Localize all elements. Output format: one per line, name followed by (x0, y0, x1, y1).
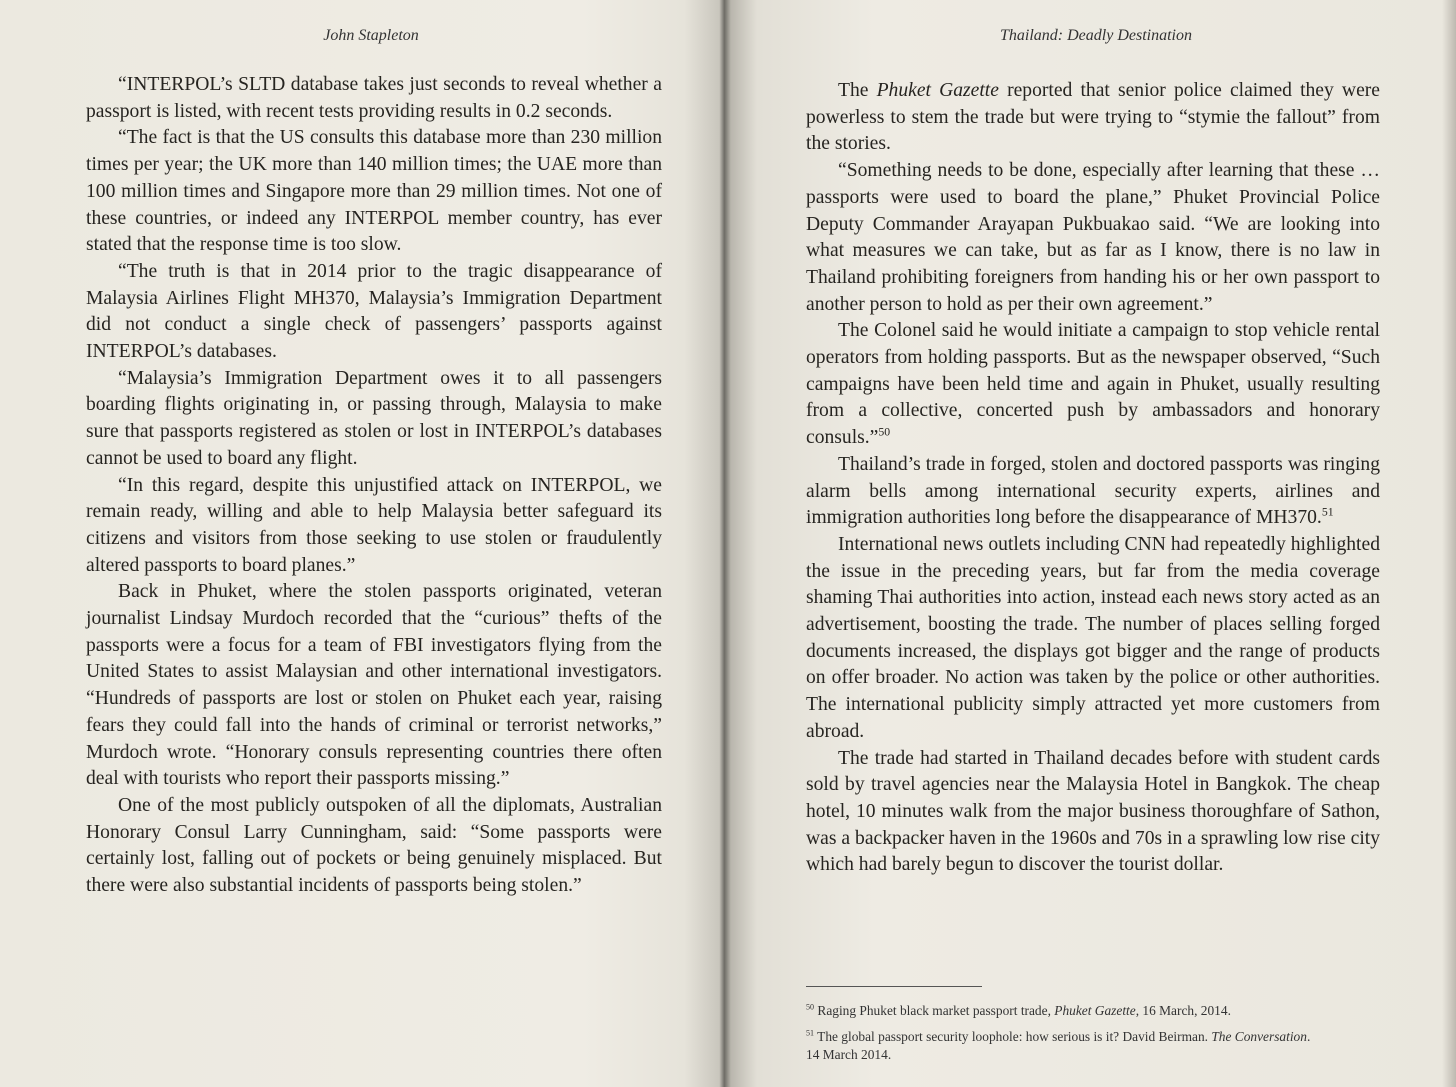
paragraph: Back in Phuket, where the stolen passports originated, veteran journalist Lindsay Murdoch recorded that the “curious” thefts of the passports were a focus for a team of FBI investigators flying from the United States to assist Malaysian and other international investigators. “Hundreds of passports are lost or stolen on Phuket each year, raising fears they could fall into the hands of criminal or terrorist networks,” Murdoch wrote. “Honorary consuls representing countries there often deal with tourists who report their passports missing.” (86, 581, 662, 790)
left-page-body (86, 72, 662, 900)
text-run: The global passport security loophole: how serious is it? David Beirman. (817, 1029, 1212, 1044)
paragraph: “INTERPOL’s SLTD database takes just seconds to reveal whether a passport is listed, with recent tests providing results in 0.2 seconds. (86, 74, 662, 122)
paragraph: “In this regard, despite this unjustified attack on INTERPOL, we remain ready, willing and able to help Malaysia better safeguard its citizens and visitors from those seeking to use stolen or fraudulently altered passports to board planes.” (86, 474, 662, 576)
right-page (736, 0, 1456, 1087)
text-run: . 14 March 2014. (806, 1029, 1311, 1062)
text-run: Raging Phuket black market passport trade, (817, 1003, 1055, 1018)
publication-title: Phuket Gazette (876, 80, 999, 101)
paragraph: “Malaysia’s Immigration Department owes it to all passengers boarding flights originating in, or passing through, Malaysia to make sure that passports registered as stolen or lost in INTERPOL’s databases cannot be used to board any flight. (86, 367, 662, 469)
text-run: The (838, 80, 877, 101)
footnote-ref: 50 (878, 425, 891, 439)
paragraph (806, 318, 1380, 452)
footnotes (806, 1002, 1311, 1072)
right-running-header: Thailand: Deadly Destination (1000, 27, 1192, 44)
footnote-divider (806, 986, 982, 987)
publication-title: The Conversation (1211, 1029, 1307, 1044)
footnote-number: 50 (806, 1002, 815, 1012)
paragraph: “Something needs to be done, especially after learning that these … passports were used to board the plane,” Phuket Provincial Police Deputy Commander Arayapan Pukbuakao said. “We are looking into what measures we can take, but as far as I know, there is no law in Thailand prohibiting foreigners from handing his or her own passport to another person to hold as per their own agreement.” (806, 160, 1380, 315)
paragraph (806, 78, 1380, 158)
text-run: Thailand’s trade in forged, stolen and doctored passports was ringing alarm bells among international security experts, airlines and immigration authorities long before the disappearance of MH370. (806, 453, 1380, 529)
publication-title: Phuket Gazette (1054, 1003, 1136, 1018)
right-page-body (806, 78, 1380, 879)
text-run: reported that senior police claimed they were powerless to stem the trade but were trying to “stymie the fallout” from the stories. (806, 80, 1380, 155)
text-run: , 16 March, 2014. (1135, 1003, 1231, 1018)
paragraph (806, 452, 1380, 532)
paragraph: “The truth is that in 2014 prior to the tragic disappearance of Malaysia Airlines Flight MH370, Malaysia’s Immigration Department did not conduct a single check of passengers’ passports against INTERPOL’s databases. (86, 260, 662, 363)
left-running-header: John Stapleton (323, 27, 419, 44)
footnote-ref: 51 (1321, 505, 1334, 519)
left-page (0, 0, 720, 1087)
paragraph: International news outlets including CNN had repeatedly highlighted the issue in the preceding years, but far from the media coverage shaming Thai authorities into action, instead each news story acted as an advertisement, boosting the trade. The number of places selling forged documents increased, the displays got bigger and the range of products on offer broader. No action was taken by the police or other authorities. The international publicity simply attracted yet more customers from abroad. (806, 533, 1380, 742)
footnote (806, 1028, 1311, 1064)
paragraph: The trade had started in Thailand decades before with student cards sold by travel agencies near the Malaysia Hotel in Bangkok. The cheap hotel, 10 minutes walk from the major business thoroughfare of Sathon, was a backpacker haven in the 1960s and 70s in a sprawling low rise city which had barely begun to discover the tourist dollar. (806, 747, 1380, 876)
footnote (806, 1002, 1311, 1020)
paragraph: “The fact is that the US consults this database more than 230 million times per year; the UK more than 140 million times; the UAE more than 100 million times and Singapore more than 29 million times. Not one of these countries, or indeed any INTERPOL member country, has ever stated that the response time is too slow. (86, 127, 662, 256)
text-run: The Colonel said he would initiate a campaign to stop vehicle rental operators from holding passports. But as the newspaper observed, “Such campaigns have been held time and again in Phuket, usually resulting from a collective, concerted push by ambassadors and honorary consuls.” (806, 320, 1380, 449)
paragraph: One of the most publicly outspoken of all the diplomats, Australian Honorary Consul Larry Cunningham, said: “Some passports were certainly lost, falling out of pockets or being genuinely misplaced. But there were also substantial incidents of passports being stolen.” (86, 794, 662, 897)
footnote-number: 51 (806, 1028, 815, 1038)
